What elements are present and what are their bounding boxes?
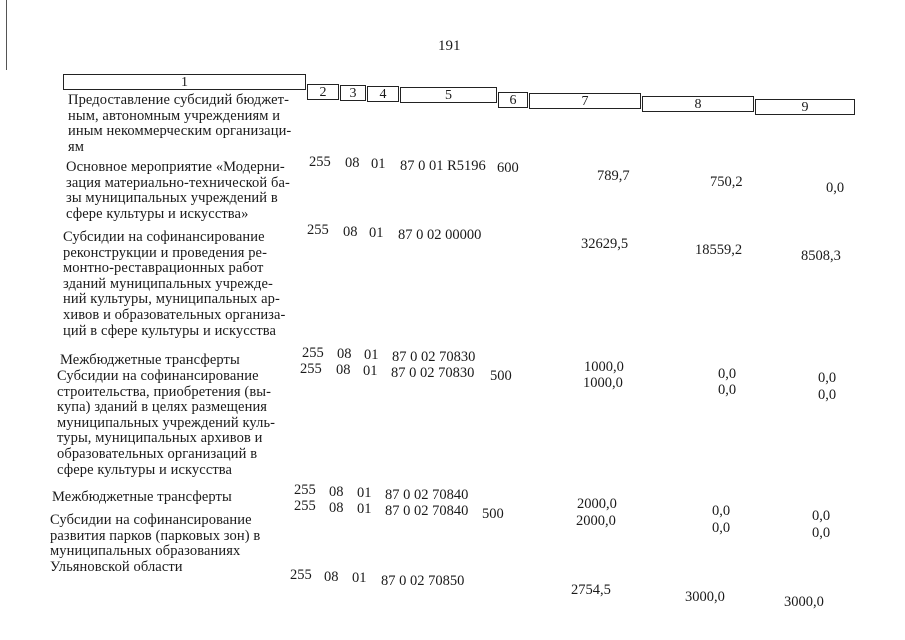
page-edge-line: [6, 0, 7, 70]
row-4-code-2: 255: [294, 482, 316, 498]
row-0-value-8: 750,2: [710, 174, 743, 190]
header-cell-1: 1: [63, 74, 306, 90]
row-3-code-4: 01: [363, 363, 378, 379]
row-2-code-4: 01: [364, 347, 379, 363]
desc-line: хивов и образовательных организа-: [63, 306, 286, 323]
row-3-value-8: 0,0: [718, 382, 737, 398]
row-5-value-8: 0,0: [712, 520, 731, 536]
row-4-code-5: 87 0 02 70840: [385, 487, 469, 503]
row-1-code-2: 255: [307, 222, 329, 238]
row-5-code-4: 01: [357, 501, 372, 517]
desc-line: купа) зданий в целях размещения: [57, 399, 268, 416]
desc-line: сфере культуры и искусства»: [66, 205, 249, 222]
desc-line: зданий муниципальных учрежде-: [63, 275, 273, 292]
row-4-code-4: 01: [357, 485, 372, 501]
desc-line: зы муниципальных учреждений в: [66, 190, 278, 207]
desc-line: Субсидии на софинансирование: [50, 512, 252, 528]
row-6-value-9: 3000,0: [784, 594, 824, 610]
row-1-description: [66, 160, 302, 222]
header-cell-9: 9: [755, 99, 855, 115]
header-cell-3: 3: [340, 85, 366, 101]
row-0-code-4: 01: [371, 156, 386, 172]
row-1-code-3: 08: [343, 224, 358, 240]
desc-line: Предоставление субсидий бюджет-: [68, 92, 290, 108]
row-2-value-8: 0,0: [718, 366, 737, 382]
row-4-value-7: 2000,0: [577, 496, 617, 512]
row-6-value-7: 2754,5: [571, 582, 611, 598]
row-5-code-3: 08: [329, 500, 344, 516]
desc-line: Субсидии на софинансирование: [57, 368, 259, 384]
row-3-code-5: 87 0 02 70830: [391, 365, 475, 381]
row-0-description: [68, 93, 304, 155]
row-1-value-8: 18559,2: [695, 242, 743, 258]
row-2-code-5: 87 0 02 70830: [392, 349, 476, 365]
desc-line: сфере культуры и искусства: [57, 461, 233, 478]
row-6-description: [50, 513, 286, 575]
desc-line: ний культуры, муниципальных ар-: [63, 291, 280, 308]
row-0-code-5: 87 0 01 R5196: [400, 158, 486, 174]
row-6-code-5: 87 0 02 70850: [381, 573, 465, 589]
desc-line: муниципальных образованиях: [50, 543, 241, 560]
row-5-value-9: 0,0: [812, 525, 831, 541]
desc-line: Субсидии на софинансирование: [63, 229, 265, 245]
row-4-value-9: 0,0: [812, 508, 831, 524]
row-1-value-9: 8508,3: [801, 248, 841, 264]
desc-line: Ульяновской области: [50, 558, 183, 575]
row-3-description: [60, 353, 240, 369]
header-cell-2: 2: [307, 84, 339, 100]
row-3-code-6: 500: [490, 368, 512, 384]
header-cell-6: 6: [498, 92, 528, 108]
row-2-value-7: 1000,0: [584, 359, 624, 375]
header-cell-4: 4: [367, 86, 399, 102]
row-6-code-3: 08: [324, 569, 339, 585]
row-0-code-6: 600: [497, 160, 519, 176]
row-1-value-7: 32629,5: [581, 236, 629, 252]
desc-line: Основное мероприятие «Модерни-: [66, 159, 285, 175]
row-0-value-9: 0,0: [826, 180, 845, 196]
desc-line: иным некоммерческим организаци-: [68, 123, 292, 140]
desc-line: Межбюджетные трансферты: [52, 489, 232, 505]
row-3-code-2: 255: [300, 361, 322, 377]
desc-line: строительства, приобретения (вы-: [57, 383, 272, 400]
desc-line: Межбюджетные трансферты: [60, 352, 240, 368]
row-5-description: [52, 490, 232, 506]
row-4-description: [57, 369, 293, 478]
row-2-description: [63, 230, 299, 339]
row-0-code-2: 255: [309, 154, 331, 170]
row-3-code-3: 08: [336, 362, 351, 378]
row-2-code-3: 08: [337, 346, 352, 362]
desc-line: туры, муниципальных архивов и: [57, 430, 263, 447]
row-3-value-7: 1000,0: [583, 375, 623, 391]
row-5-code-6: 500: [482, 506, 504, 522]
desc-line: ным, автономным учреждениям и: [68, 107, 281, 124]
row-5-value-7: 2000,0: [576, 513, 616, 529]
row-4-value-8: 0,0: [712, 503, 731, 519]
row-2-code-2: 255: [302, 345, 324, 361]
row-6-code-2: 255: [290, 567, 312, 583]
row-4-code-3: 08: [329, 484, 344, 500]
row-3-value-9: 0,0: [818, 387, 837, 403]
desc-line: муниципальных учреждений куль-: [57, 414, 276, 431]
desc-line: ям: [68, 138, 85, 155]
header-cell-8: 8: [642, 96, 754, 112]
desc-line: развития парков (парковых зон) в: [50, 527, 261, 544]
desc-line: образовательных организаций в: [57, 445, 258, 462]
header-cell-7: 7: [529, 93, 641, 109]
row-5-code-5: 87 0 02 70840: [385, 503, 469, 519]
row-1-code-5: 87 0 02 00000: [398, 227, 482, 243]
row-1-code-4: 01: [369, 225, 384, 241]
page-number: 191: [438, 38, 461, 54]
row-6-code-4: 01: [352, 570, 367, 586]
row-5-code-2: 255: [294, 498, 316, 514]
desc-line: монтно-реставрационных работ: [63, 260, 264, 277]
header-cell-5: 5: [400, 87, 497, 103]
row-0-value-7: 789,7: [597, 168, 630, 184]
row-0-code-3: 08: [345, 155, 360, 171]
desc-line: ций в сфере культуры и искусства: [63, 322, 277, 339]
desc-line: зация материально-технической ба-: [66, 174, 290, 191]
row-6-value-8: 3000,0: [685, 589, 725, 605]
row-2-value-9: 0,0: [818, 370, 837, 386]
desc-line: реконструкции и проведения ре-: [63, 244, 268, 261]
